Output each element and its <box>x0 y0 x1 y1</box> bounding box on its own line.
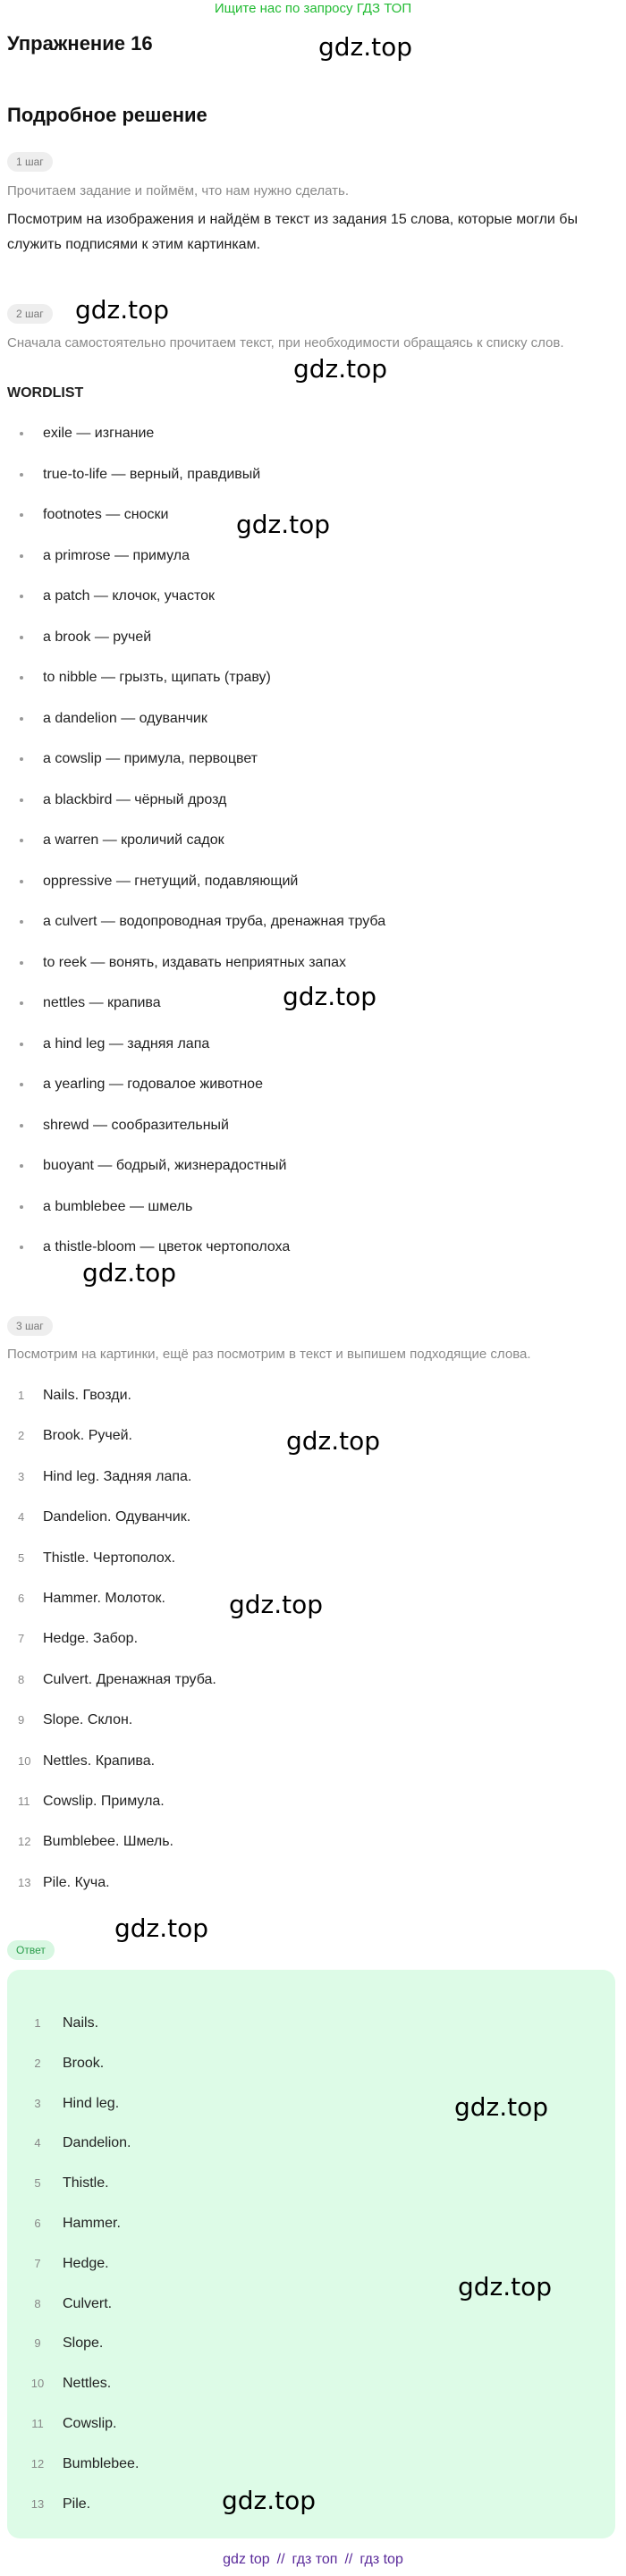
watermark: gdz.top <box>283 982 377 1011</box>
watermark: gdz.top <box>458 2272 553 2302</box>
step3-list-item-text: Hammer. Молоток. <box>43 1590 165 1606</box>
step3-list-item <box>7 1792 597 1832</box>
list-item-number: 11 <box>31 2416 44 2430</box>
list-item-number: 12 <box>30 2456 45 2470</box>
wordlist-item <box>18 628 608 669</box>
bullet-icon <box>20 676 23 680</box>
step3-hint: Посмотрим на картинки, ещё раз посмотрим в текст и выпишем подходящие слова. <box>7 1347 531 1362</box>
wordlist-item-text: a hind leg — задняя лапа <box>43 1035 210 1052</box>
step3-list <box>7 1386 597 1913</box>
list-item-number: 3 <box>18 1469 25 1483</box>
wordlist-item-text: to reek — вонять, издавать неприятных запах <box>43 954 347 970</box>
wordlist-item <box>18 872 608 913</box>
step-badge-1: 1 шаг <box>7 152 53 172</box>
bullet-icon <box>20 636 23 639</box>
footer-link-gdz-top[interactable]: gdz top <box>223 2552 270 2567</box>
answer-list-item-text: Hind leg. <box>63 2095 120 2111</box>
bullet-icon <box>20 717 23 721</box>
bullet-icon <box>20 1164 23 1168</box>
step3-list-item-text: Cowslip. Примула. <box>43 1793 165 1809</box>
bullet-icon <box>20 1043 23 1046</box>
bullet-icon <box>20 554 23 558</box>
answer-list-item-text: Slope. <box>63 2335 104 2352</box>
watermark: gdz.top <box>454 2092 549 2122</box>
wordlist-item-text: a bumblebee — шмель <box>43 1198 193 1214</box>
footer-links <box>0 2549 626 2571</box>
answer-list-item <box>25 2174 579 2214</box>
step-badge-2: 2 шаг <box>7 304 53 324</box>
step3-list-item <box>7 1508 597 1548</box>
watermark: gdz.top <box>222 2486 317 2515</box>
list-item-number: 5 <box>18 1550 25 1565</box>
bullet-icon <box>20 839 23 842</box>
footer-link-gdz-top-mixed[interactable]: гдз top <box>360 2552 403 2567</box>
step3-list-item <box>7 1467 597 1508</box>
list-item-number: 5 <box>34 2176 41 2191</box>
wordlist-item-text: a thistle-bloom — цветок чертополоха <box>43 1239 291 1254</box>
wordlist-item-text: a dandelion — одуванчик <box>43 710 207 726</box>
wordlist-item <box>18 465 608 506</box>
wordlist-item-text: oppressive — гнетущий, подавляющий <box>43 873 299 889</box>
wordlist-item <box>18 546 608 587</box>
wordlist-item <box>18 668 608 709</box>
step3-list-item-text: Culvert. Дренажная труба. <box>43 1671 216 1687</box>
wordlist-item-text: true-to-life — верный, правдивый <box>43 466 261 482</box>
step3-list-item <box>7 1629 597 1669</box>
step3-list-item-text: Nails. Гвозди. <box>43 1388 131 1403</box>
list-item-number: 12 <box>18 1835 31 1849</box>
list-item-number: 8 <box>34 2296 41 2310</box>
wordlist-item-text: a patch — клочок, участок <box>43 588 216 604</box>
step3-list-item <box>7 1752 597 1792</box>
list-item-number: 10 <box>30 2377 45 2391</box>
answer-list-item-text: Nails. <box>63 2015 99 2031</box>
answer-list-item-text: Culvert. <box>63 2295 113 2311</box>
wordlist-item-text: a cowslip — примула, первоцвет <box>43 751 258 766</box>
bullet-icon <box>20 1001 23 1005</box>
wordlist-item-text: a warren — кроличий садок <box>43 832 224 848</box>
watermark: gdz.top <box>114 1913 209 1943</box>
step3-list-item-text: Pile. Куча. <box>43 1874 110 1890</box>
list-item-number: 7 <box>34 2256 41 2270</box>
answer-list-item-text: Thistle. <box>63 2175 109 2192</box>
bullet-icon <box>20 1205 23 1209</box>
wordlist-item <box>18 587 608 628</box>
wordlist-title: WORDLIST <box>7 385 84 401</box>
answer-list-item-text: Nettles. <box>63 2376 112 2392</box>
top-banner[interactable]: Ищите нас по запросу ГДЗ ТОП <box>214 1 412 16</box>
wordlist-item-text: a primrose — примула <box>43 547 190 563</box>
step3-list-item <box>7 1670 597 1710</box>
wordlist-item <box>18 709 608 750</box>
wordlist-item-text: footnotes — сноски <box>43 507 169 522</box>
answer-list-item <box>25 2054 579 2094</box>
list-item-number: 2 <box>18 1429 25 1443</box>
watermark: gdz.top <box>286 1426 381 1456</box>
watermark: gdz.top <box>236 510 331 539</box>
step3-list-item-text: Slope. Склон. <box>43 1712 133 1728</box>
step3-list-item <box>7 1710 597 1751</box>
step3-list-item-text: Hind leg. Задняя лапа. <box>43 1468 192 1484</box>
answer-list-item-text: Bumblebee. <box>63 2455 140 2471</box>
answer-list-item <box>25 2374 579 2414</box>
footer-link-gdz-top-ru[interactable]: гдз топ <box>292 2552 338 2567</box>
answer-list-item-text: Hammer. <box>63 2215 121 2231</box>
step1-hint: Прочитаем задание и поймём, что нам нужно сделать. <box>7 183 350 198</box>
wordlist-item <box>18 1075 608 1116</box>
answer-list-item <box>25 2334 579 2374</box>
list-item-number: 3 <box>34 2096 41 2110</box>
step3-list-item <box>7 1873 597 1913</box>
step3-list-item-text: Hedge. Забор. <box>43 1631 139 1647</box>
wordlist-item <box>18 831 608 872</box>
bullet-icon <box>20 595 23 598</box>
wordlist-item <box>18 1156 608 1197</box>
step1-text: Посмотрим на изображения и найдём в текст из задания 15 слова, которые могли бы служить подписями к этим картинкам. <box>7 212 578 252</box>
list-item-number: 6 <box>18 1591 25 1605</box>
wordlist-item <box>18 912 608 953</box>
answer-list-item <box>25 2014 579 2054</box>
wordlist-item <box>18 790 608 832</box>
list-item-number: 10 <box>18 1753 31 1768</box>
wordlist-item-text: a blackbird — чёрный дрозд <box>43 791 227 807</box>
bullet-icon <box>20 1083 23 1086</box>
wordlist-item <box>18 749 608 790</box>
answer-list-item-text: Brook. <box>63 2055 105 2071</box>
step3-list-item-text: Bumblebee. Шмель. <box>43 1834 173 1850</box>
wordlist-item <box>18 424 608 465</box>
bullet-icon <box>20 513 23 517</box>
step3-list-item-text: Dandelion. Одуванчик. <box>43 1509 191 1525</box>
step3-list-item <box>7 1832 597 1872</box>
list-item-number: 7 <box>18 1632 25 1646</box>
step3-list-item-text: Brook. Ручей. <box>43 1428 132 1444</box>
bullet-icon <box>20 920 23 924</box>
step3-list-item <box>7 1386 597 1426</box>
list-item-number: 2 <box>34 2056 41 2070</box>
list-item-number: 11 <box>18 1794 30 1808</box>
bullet-icon <box>20 1124 23 1128</box>
wordlist <box>18 424 608 1279</box>
wordlist-item <box>18 1197 608 1238</box>
answer-list-item-text: Dandelion. <box>63 2135 131 2151</box>
wordlist-item-text: nettles — крапива <box>43 995 161 1010</box>
answer-list-item-text: Hedge. <box>63 2255 109 2271</box>
wordlist-item-text: a yearling — годовалое животное <box>43 1077 263 1092</box>
answer-list-item-text: Pile. <box>63 2496 91 2512</box>
list-item-number: 8 <box>18 1672 25 1686</box>
list-item-number: 13 <box>30 2496 45 2511</box>
bullet-icon <box>20 432 23 435</box>
answer-list-item <box>25 2133 579 2174</box>
step3-list-item <box>7 1549 597 1589</box>
page-title: Упражнение 16 <box>7 32 153 55</box>
list-item-number: 6 <box>34 2216 41 2230</box>
wordlist-item-text: a culvert — водопроводная труба, дренажная труба <box>43 914 386 929</box>
bullet-icon <box>20 473 23 477</box>
step-badge-3: 3 шаг <box>7 1316 53 1336</box>
answer-list-item <box>25 2414 579 2454</box>
watermark: gdz.top <box>82 1258 177 1288</box>
bullet-icon <box>20 880 23 883</box>
watermark: gdz.top <box>318 32 413 62</box>
answer-badge: Ответ <box>7 1940 55 1960</box>
bullet-icon <box>20 961 23 965</box>
list-item-number: 4 <box>34 2136 41 2150</box>
wordlist-item <box>18 1116 608 1157</box>
step3-list-item-text: Nettles. Крапива. <box>43 1753 156 1769</box>
list-item-number: 4 <box>18 1510 25 1524</box>
bullet-icon <box>20 757 23 761</box>
wordlist-item-text: exile — изгнание <box>43 426 155 441</box>
watermark: gdz.top <box>229 1590 324 1619</box>
wordlist-item-text: buoyant — бодрый, жизнерадостный <box>43 1158 287 1173</box>
wordlist-item-text: to nibble — грызть, щипать (траву) <box>43 670 271 685</box>
wordlist-item <box>18 1035 608 1076</box>
answer-list-item <box>25 2214 579 2254</box>
watermark: gdz.top <box>75 295 170 325</box>
list-item-number: 13 <box>18 1875 31 1889</box>
list-item-number: 9 <box>18 1713 25 1727</box>
step3-list-item-text: Thistle. Чертополох. <box>43 1550 176 1566</box>
answer-list-item-text: Cowslip. <box>63 2415 117 2431</box>
watermark: gdz.top <box>293 354 388 384</box>
wordlist-item-text: a brook — ручей <box>43 629 152 645</box>
footer-separator: // <box>276 2552 285 2567</box>
list-item-number: 1 <box>34 2016 41 2030</box>
wordlist-item-text: shrewd — сообразительный <box>43 1117 229 1133</box>
list-item-number: 9 <box>34 2336 41 2351</box>
list-item-number: 1 <box>18 1389 25 1402</box>
bullet-icon <box>20 1246 23 1249</box>
step2-hint: Сначала самостоятельно прочитаем текст, при необходимости обращаясь к списку слов. <box>7 335 564 351</box>
bullet-icon <box>20 798 23 802</box>
footer-separator: // <box>344 2552 353 2567</box>
section-title: Подробное решение <box>7 104 207 126</box>
